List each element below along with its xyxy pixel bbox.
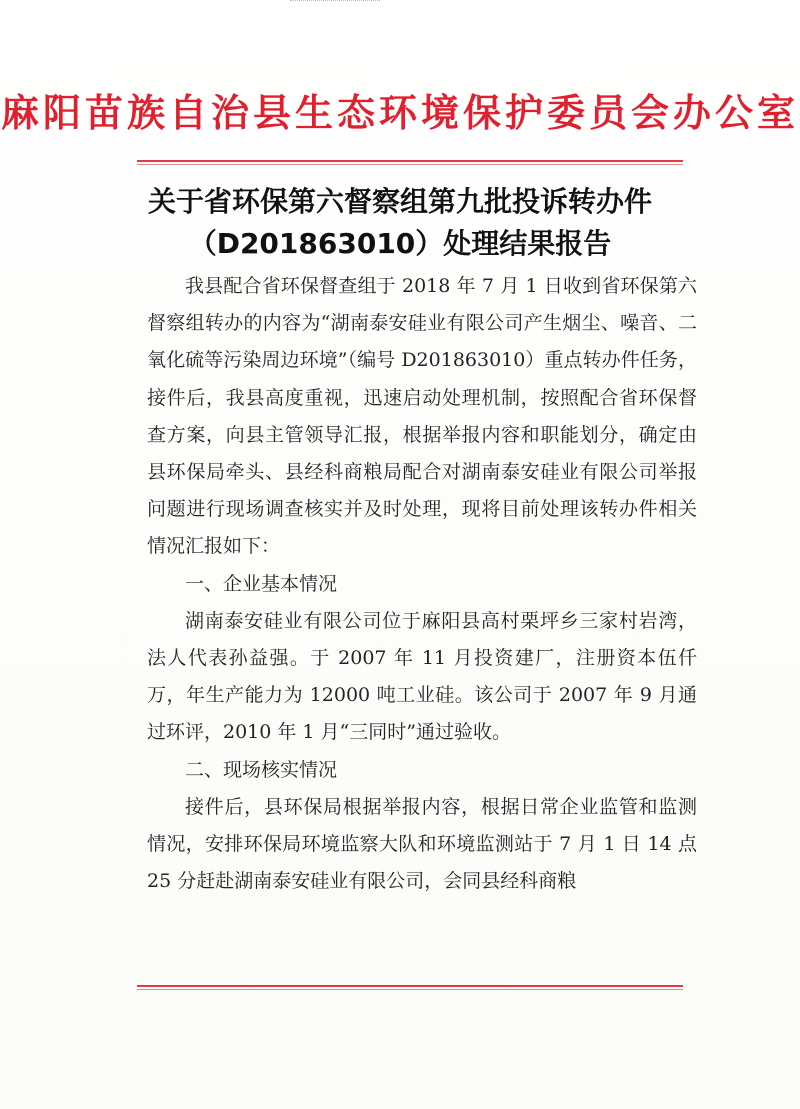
section-heading-company-info: 一、企业基本情况 [185,572,338,595]
document-title-line-2: （D201863010）处理结果报告 [188,227,612,260]
footer-red-rule [137,985,683,987]
scan-artifact [290,0,380,5]
document-body [147,268,697,900]
document-title-line-1: 关于省环保第六督察组第九批投诉转办件 [147,185,652,218]
letterhead-title: 麻阳苗族自治县生态环境保护委员会办公室 [0,90,799,135]
site-verification-paragraph: 接件后，县环保局根据举报内容，根据日常企业监管和监测情况，安排环保局环境监察大队和环境监测站于 7 月 1 日 14 点 25 分赶赴湖南泰安硅业有限公司，会同县经科商粮 [147,795,697,893]
letterhead-red-rule [137,160,683,162]
intro-paragraph: 我县配合省环保督查组于 2018 年 7 月 1 日收到省环保第六督察组转办的内容为“湖南泰安硅业有限公司产生烟尘、噪音、二氧化硫等污染周边环境”（编号 D201863010）重点转办件任务，接件后，我县高度重视，迅速启动处理机制，按照配合省环保督查方案，向县主管领导汇报，根据举报内容和职能划分，确定由县环保局牵头、县经科商粮局配合对湖南泰安硅业有限公司举报问题进行现场调查核实并及时处理，现将目前处理该转办件相关情况汇报如下： [147,275,697,558]
company-info-paragraph: 湖南泰安硅业有限公司位于麻阳县高村栗坪乡三家村岩湾，法人代表孙益强。于 2007 年 11 月投资建厂，注册资本伍仟万，年生产能力为 12000 吨工业硅。该公司于 2007 年 9 月通过环评，2010 年 1 月“三同时”通过验收。 [147,609,697,744]
section-heading-site-verification: 二、现场核实情况 [185,758,338,781]
